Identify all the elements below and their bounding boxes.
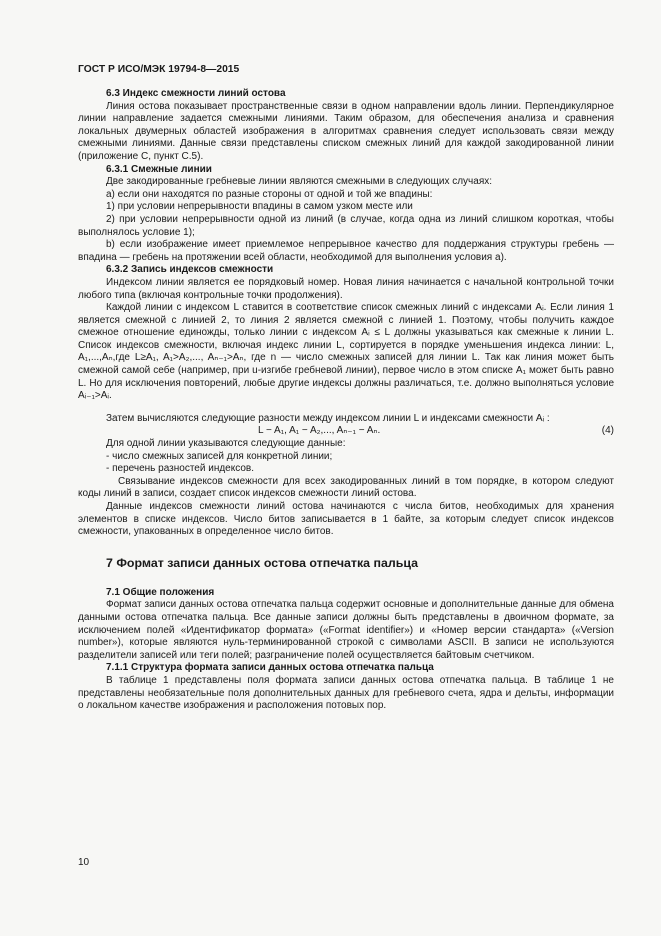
section-6-3-title: 6.3 Индекс смежности линий остова [106, 88, 286, 99]
paragraph: Связывание индексов смежности для всех закодированных линий в том порядке, в котором следуют коды линий в записи, создает список индексов смежности линий остова. [78, 475, 614, 500]
paragraph: Для одной линии указываются следующие данные: [106, 438, 346, 450]
list-item: 2) при условии непрерывности одной из линий (в случае, когда одна из линий слишком короткая, чтобы выполнялось условие 1); [78, 213, 614, 238]
paragraph: Формат записи данных остова отпечатка пальца содержит основные и дополнительные данные для обмена данными остова отпечатка пальца. Все данные записи должны быть представлены в двоичном формате, за исключением полей «Идентификатор формата» («Format identifier») и «Номер версии стандарта» («Version number»), которые являются нуль-терминированной строкой с символами ASCII. В записи не используются разделители записей или теги полей; разграничение полей осуществляется байтовым счетчиком. [78, 599, 614, 661]
formula-4 [78, 425, 614, 438]
list-item: - число смежных записей для конкретной линии; [106, 450, 333, 462]
section-6-3-1-title: 6.3.1 Смежные линии [106, 163, 212, 175]
paragraph: Индексом линии является ее порядковый номер. Новая линия начинается с начальной контрольной точки любого типа (включая контрольные точки продолжения). [78, 276, 614, 301]
section-7-1-title: 7.1 Общие положения [106, 586, 215, 598]
list-item: b) если изображение имеет приемлемое непрерывное качество для поддержания структуры гребень — впадина — гребень на протяжении всей области, необходимой для выполнения условия а). [78, 239, 614, 263]
section-7-1-1-title: 7.1.1 Структура формата записи данных остова отпечатка пальца [106, 662, 434, 674]
document-body [78, 88, 614, 713]
paragraph: Две закодированные гребневые линии являются смежными в следующих случаях: [106, 176, 493, 188]
paragraph: Каждой линии с индексом L ставится в соответствие список смежных линий с индексами Aᵢ. Если линия 1 является смежной с линией 2, то линия 2 является смежной с линией 1. Поэтому, чтобы получить каждое смежное отношение единожды, только линии с индексом Aᵢ ≤ L должны указываться как смежные к линии L. Список индексов смежности, включая индекс линии L, сортируется в порядке уменьшения индекса линии: L, A₁,...,Aₙ,где L≥A₁, A₁>A₂,..., Aₙ₋₁>Aₙ, где n — число смежных записей для линии L. Так как линия может быть смежной самой себе (например, при u-изгибе гребневой линии), первое число в этом списке A₁ может быть равно L. Но для исключения повторений, любые другие индексы должны различаться, т.е. должно выполняться условие Aᵢ₋₁>Aᵢ. [78, 302, 614, 402]
paragraph: Данные индексов смежности линий остова начинаются с числа битов, необходимых для хранения элементов в списке индексов. Число битов записывается в 1 байте, за которым следует список индексов смежности, упакованных в определенное число битов. [78, 501, 614, 538]
paragraph: В таблице 1 представлены поля формата записи данных остова отпечатка пальца. В таблице 1 не представлены необязательные поля дополнительных данных для гребневого счета, ядра и дельты, информации о локальном качестве изображения и расположения потовых пор. [78, 674, 614, 712]
document-header: ГОСТ Р ИСО/МЭК 19794-8—2015 [78, 64, 240, 75]
paragraph: Линия остова показывает пространственные связи в одном направлении вдоль линии. Перпендикулярное линии направление задается смежными линиями. Таким образом, для обеспечения анализа и сравнения локальных двумерных областей изображения в алгоритмах сравнения следует использовать связи между смежными линиями. Данные связи представлены списком смежных линий для каждой закодированной линии (приложение С, пункт С.5). [78, 100, 614, 162]
list-item: 1) при условии непрерывности впадины в самом узком месте или [106, 201, 413, 213]
formula-number: (4) [601, 425, 614, 437]
page-number: 10 [78, 857, 90, 868]
formula-expression: L − A₁, A₁ − A₂,..., Aₙ₋₁ − Aₙ. [258, 425, 381, 437]
list-item: а) если они находятся по разные стороны от одной и той же впадины: [106, 188, 433, 200]
section-7-title: 7 Формат записи данных остова отпечатка пальца [106, 555, 419, 570]
list-item: - перечень разностей индексов. [106, 463, 254, 475]
paragraph: Затем вычисляются следующие разности между индексом линии L и индексами смежности Aᵢ : [106, 412, 550, 424]
section-6-3-2-title: 6.3.2 Запись индексов смежности [106, 264, 274, 276]
